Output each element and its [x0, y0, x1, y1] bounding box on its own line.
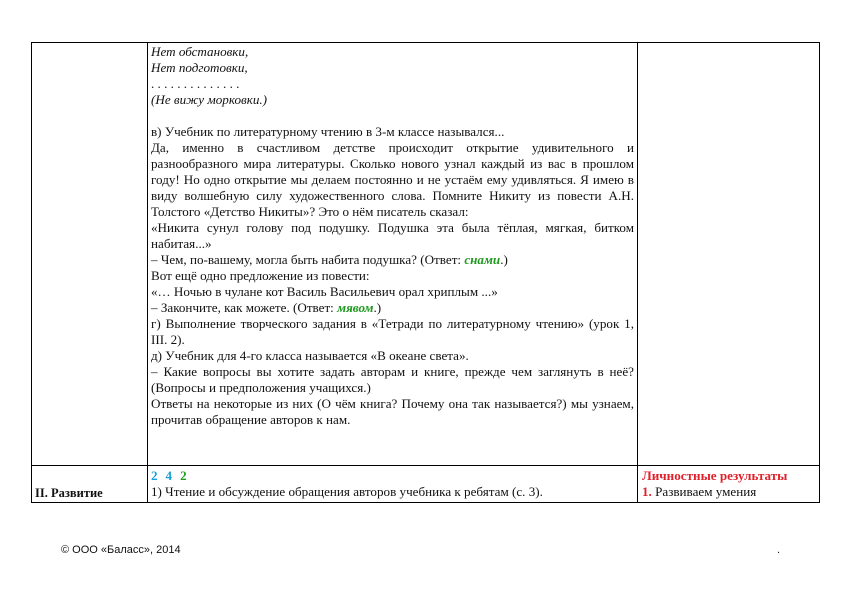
- col-divider-1: [147, 42, 148, 502]
- copyright-footer: © ООО «Баласс», 2014: [61, 544, 181, 556]
- quote-pillow: «Никита сунул голову под подушку. Подушка эта была тёплая, мягкая, битком набитая...»: [151, 220, 634, 251]
- paragraph-answers: Ответы на некоторые из них (О чём книга? Почему она так называется?) мы узнаем, прочитав обращение авторов к нам.: [151, 396, 634, 427]
- answer-snami: снами: [464, 252, 501, 267]
- paragraph-questions: – Какие вопросы вы хотите задать авторам и книге, прежде чем заглянуть в неё? (Вопросы и предположения учащихся.): [151, 364, 634, 395]
- number-mark: 2: [151, 468, 158, 483]
- paragraph-d: д) Учебник для 4-го класса называется «В океане света».: [151, 348, 469, 363]
- number-marks: [151, 468, 634, 484]
- paragraph-v: в) Учебник по литературному чтению в 3-м классе назывался...: [151, 124, 505, 139]
- left-border: [31, 42, 32, 502]
- line-another-sentence: Вот ещё одно предложение из повести:: [151, 268, 370, 283]
- lesson-content-cell: [151, 44, 634, 428]
- results-number: 1.: [642, 484, 652, 499]
- right-border: [819, 42, 820, 502]
- poem-line: Нет подготовки,: [151, 60, 248, 75]
- poem-ellipsis: . . . . . . . . . . . . . .: [151, 76, 240, 91]
- number-mark: 4: [165, 468, 173, 483]
- col-divider-2: [637, 42, 638, 502]
- bottom-border: [31, 502, 820, 503]
- number-mark: 2: [180, 468, 187, 483]
- results-item: [642, 484, 787, 500]
- stage-label: II. Развитие: [35, 486, 103, 500]
- question-cat: – Закончите, как можете. (Ответ: мявом.): [151, 300, 382, 315]
- results-cell: [642, 468, 787, 500]
- poem-line: Нет обстановки,: [151, 44, 249, 59]
- top-border: [31, 42, 820, 43]
- question-pillow: – Чем, по-вашему, могла быть набита подушка? (Ответ: снами.): [151, 252, 508, 267]
- results-title: Личностные результаты: [642, 468, 788, 483]
- quote-cat: «… Ночью в чулане кот Василь Васильевич орал хриплым ...»: [151, 284, 498, 299]
- task-text: 1) Чтение и обсуждение обращения авторов учебника к ребятам (с. 3).: [151, 484, 543, 499]
- footer-dot: .: [777, 544, 781, 556]
- results-text: Развиваем умения: [651, 484, 757, 499]
- poem-line: (Не вижу морковки.): [151, 92, 268, 107]
- answer-myavom: мявом: [337, 300, 374, 315]
- paragraph-g: г) Выполнение творческого задания в «Тетради по литературному чтению» (урок 1, III. 2).: [151, 316, 634, 347]
- paragraph-intro: Да, именно в счастливом детстве происходит открытие удивительного и разнообразного мира литературы. Сколько нового узнал каждый из вас в прошлом году! Но одно открытие мы делаем постоянно и не устаём ему удивляться. Я имею в виду волшебную силу художественного слова. Помните Никиту из повести А.Н. Толстого «Детство Никиты»? Это о нём писатель сказал:: [151, 140, 634, 219]
- stage-content-cell: [151, 468, 634, 500]
- row-divider: [31, 465, 820, 466]
